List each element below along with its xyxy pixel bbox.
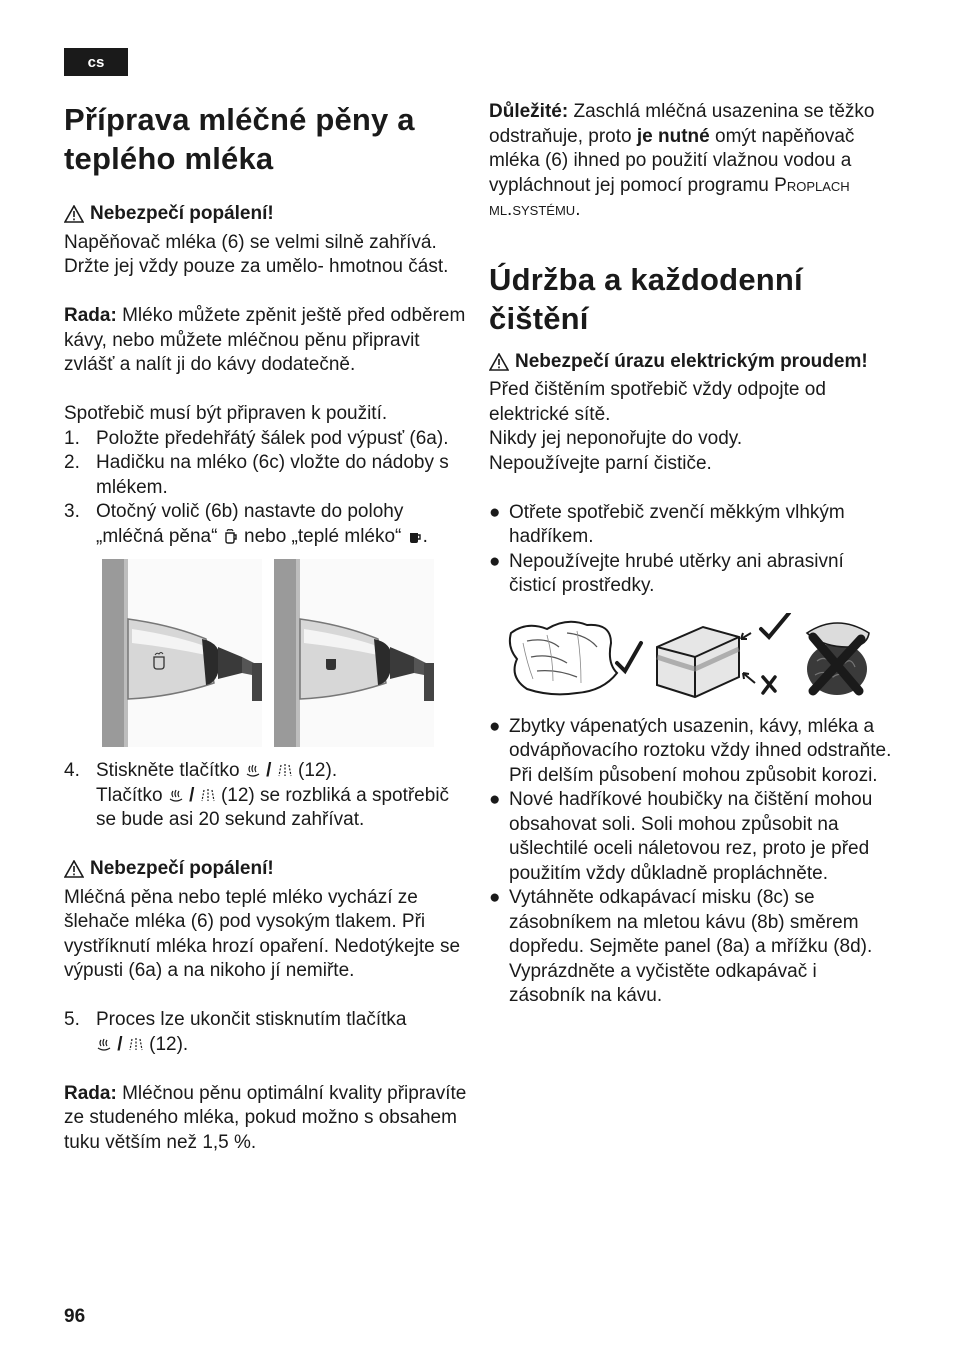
steam-icon	[96, 1036, 112, 1052]
cleaning-materials-illustration	[507, 613, 873, 701]
rinse-icon	[277, 762, 293, 778]
steps-list-final	[64, 1008, 469, 1057]
right-column	[489, 100, 894, 1009]
list-item: 1. Položte předehřátý šálek pod výpusť (6a).	[64, 427, 449, 449]
milk-foam-cup-icon	[223, 528, 239, 544]
important-note: Důležité: Zaschlá mléčná usazenina se těžko odstraňuje, proto je nutné omýt napěňovač mléka (6) ihned po použití vlažnou vodou a vypláchnout jej pomocí programu Proplach ml.systému.	[489, 101, 875, 220]
frother-photo-warm-milk	[274, 559, 434, 747]
milk-frother-illustration	[102, 559, 469, 747]
list-item: 2. Hadičku na mléko (6c) vložte do nádoby s mlékem.	[64, 452, 449, 498]
warning-triangle-icon	[64, 202, 90, 231]
list-item: 3. Otočný volič (6b) nastavte do polohy „mléčná pěna“ nebo „teplé mléko“ .	[64, 501, 428, 547]
cleaning-list-a	[489, 501, 894, 599]
warning-electric-line: Nepoužívejte parní čističe.	[489, 452, 712, 474]
warning-burn-text: Napěňovač mléka (6) se velmi silně zahřívá. Držte jej vždy pouze za umělo- hmotnou část.	[64, 231, 449, 277]
warning-electric-line: Nikdy jej neponořujte do vody.	[489, 428, 743, 449]
intro-text: Spotřebič musí být připraven k použití.	[64, 403, 388, 424]
tip-paragraph-2: Rada: Mléčnou pěnu optimální kvality připravíte ze studeného mléka, pokud možno s obsahem tuku větším než 1,5 %.	[64, 1082, 467, 1153]
rinse-icon	[128, 1036, 144, 1052]
left-column	[64, 100, 469, 1155]
warning-electric: Nebezpečí úrazu elektrickým proudem!	[489, 350, 894, 379]
warning-triangle-icon	[64, 857, 90, 886]
list-item: ● Zbytky vápenatých usazenin, kávy, mléka a odvápňovacího roztoku vždy ihned odstraňte. Při delším působení mohou způsobit korozi.	[489, 715, 892, 786]
list-item: ● Nové hadříkové houbičky na čištění mohou obsahovat soli. Soli mohou způsobit na ušlechtilé oceli náletovou rez, proto je před použitím vždy důkladně propláchněte.	[489, 789, 873, 884]
warning-burn: Nebezpečí popálení!	[64, 202, 469, 231]
language-badge: cs	[64, 48, 128, 76]
list-item: 5. Proces lze ukončit stisknutím tlačítka / (12).	[64, 1009, 407, 1055]
frother-photo-foam	[102, 559, 262, 747]
steps-list	[64, 427, 469, 550]
warning-triangle-icon	[489, 350, 515, 379]
cleaning-list-b	[489, 715, 894, 1009]
tip-paragraph: Rada: Mléko můžete zpěnit ještě před odběrem kávy, nebo můžete mléčnou pěnu připravit zvlášť a nalít ji do kávy dodatečně.	[64, 305, 466, 375]
steam-icon	[168, 787, 184, 803]
warning-burn-2-text: Mléčná pěna nebo teplé mléko vychází ze šlehače mléka (6) pod vysokým tlakem. Při vystříknutí mléka hrozí opaření. Nedotýkejte se výpusti (6a) a na nikoho jí nemiřte.	[64, 886, 461, 981]
warning-burn-2: Nebezpečí popálení!	[64, 857, 469, 886]
section-title-maintenance: Údržba a každodenní čištění	[489, 261, 803, 336]
list-item: ● Otřete spotřebič zvenčí měkkým vlhkým hadříkem.	[489, 501, 845, 547]
list-item: ● Vytáhněte odkapávací misku (8c) se zásobníkem na mletou kávu (8b) směrem dopředu. Sejměte panel (8a) a mřížku (8d). Vyprázdněte a vyčistěte odkapávač i zásobník na kávu.	[489, 887, 873, 1006]
list-item: ● Nepoužívejte hrubé utěrky ani abrasivní čisticí prostředky.	[489, 550, 844, 596]
rinse-icon	[200, 787, 216, 803]
page-number: 96	[64, 1306, 86, 1327]
steps-list-continued	[64, 759, 469, 833]
list-item: 4. Stiskněte tlačítko / (12). Tlačítko / (12) se rozbliká a spotřebič se bude asi 20 sekund zahřívat.	[64, 760, 450, 830]
steam-icon	[245, 762, 261, 778]
section-title-milk-foam: Příprava mléčné pěny a teplého mléka	[64, 102, 415, 176]
warm-milk-cup-icon	[407, 528, 423, 544]
warning-electric-line: Před čištěním spotřebič vždy odpojte od elektrické sítě.	[489, 379, 826, 425]
